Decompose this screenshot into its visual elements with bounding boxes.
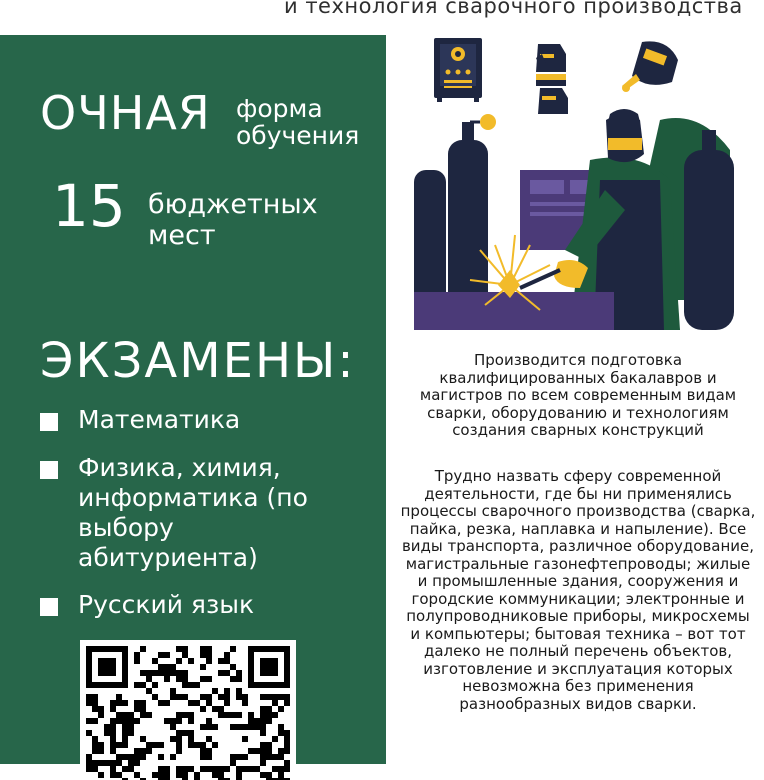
exam-item-label: Русский язык: [78, 590, 255, 619]
study-form-label: [236, 95, 359, 149]
seats-label: [148, 189, 318, 251]
qr-code[interactable]: [80, 640, 296, 780]
seats-number: 15: [52, 172, 126, 240]
description-intro: Производится подготовка квалифицированных бакалавров и магистров по всем современным видам сварки, оборудованию и технологиям создания сварных конструкций: [419, 351, 737, 439]
seats-label-line1: бюджетных: [148, 189, 318, 220]
info-panel: [0, 35, 386, 764]
exams-title: ЭКЗАМЕНЫ:: [40, 333, 356, 389]
square-bullet-icon: [40, 461, 58, 479]
exam-item-science: [40, 453, 338, 573]
gloves-icon: [536, 44, 568, 114]
square-bullet-icon: [40, 598, 58, 616]
welding-machine-icon: [434, 38, 482, 102]
study-form-title: ОЧНАЯ: [40, 86, 211, 140]
seats-label-line2: мест: [148, 220, 216, 251]
exam-item-russian: [40, 590, 338, 620]
header-subtitle: и технология сварочного производства: [284, 0, 743, 18]
exam-item-label: Математика: [78, 405, 241, 434]
square-bullet-icon: [40, 413, 58, 431]
study-form-label-line2: обучения: [236, 121, 360, 150]
exam-item-math: [40, 405, 338, 435]
description-body: Трудно назвать сферу современной деятельности, где бы ни применялись процессы сварочного производства (сварка, пайка, резка, наплавка и напыление). Все виды транспорта, различное оборудование, магистральные газонефтепроводы; жилые и промышленные здания, сооружения и городские коммуникации; электронные и полупроводниковые приборы, микросхемы и компьютеры; бытовая техника – вот тот далеко не полный перечень объектов, изготовление и эксплуатация которых невозможна без применения разнообразных видов сварки.: [400, 467, 756, 713]
exam-item-label: Физика, химия, информатика (по выбору абитуриента): [78, 453, 308, 572]
qr-code-pattern: [80, 640, 296, 780]
welder-illustration: [410, 30, 750, 330]
study-form-label-line1: форма: [236, 94, 323, 123]
welding-mask-icon: [622, 41, 678, 92]
